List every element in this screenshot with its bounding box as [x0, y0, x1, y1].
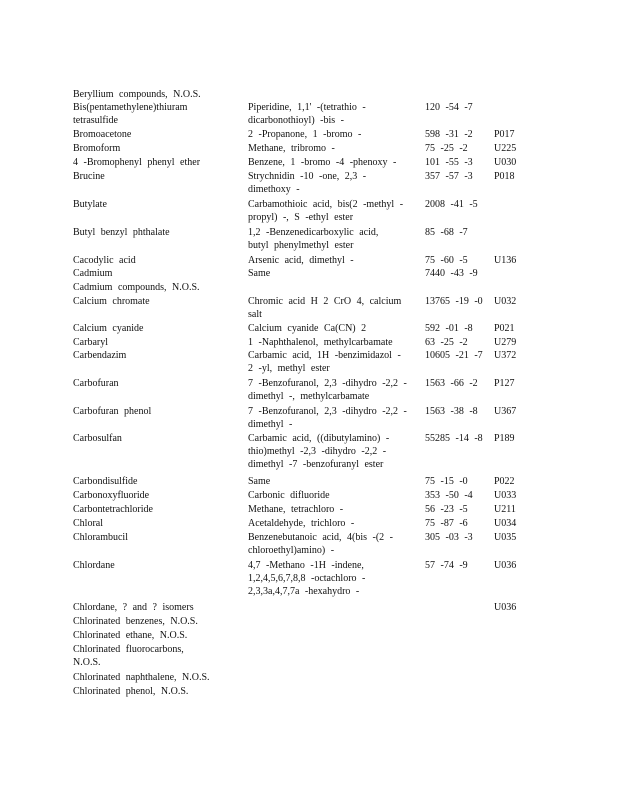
- waste-code: U032: [494, 296, 517, 307]
- substance-name-line: 4 -Bromophenyl phenyl ether: [73, 157, 201, 168]
- chemical-synonym: [248, 489, 418, 502]
- substance-name-line: Carbontetrachloride: [73, 504, 153, 515]
- cas-number: 357 -57 -3: [425, 171, 473, 182]
- cas-number: 7440 -43 -9: [425, 268, 478, 279]
- substance-name-line: Carbendazim: [73, 350, 127, 361]
- substance-name: [73, 281, 241, 294]
- chemical-synonym: [248, 377, 418, 403]
- substance-name-line: Bromoform: [73, 143, 121, 154]
- substance-name: [73, 170, 241, 183]
- chemical-synonym-line: Carbamic acid, 1H -benzimidazol -: [248, 350, 401, 361]
- substance-name-line: Carbonoxyfluoride: [73, 490, 150, 501]
- substance-name-line: Calcium cyanide: [73, 323, 144, 334]
- cas-number: 101 -55 -3: [425, 157, 473, 168]
- chemical-synonym: [248, 170, 418, 196]
- waste-code: U372: [494, 350, 517, 361]
- chemical-synonym-line: 1 -Naphthalenol, methylcarbamate: [248, 337, 393, 348]
- substance-name: [73, 254, 241, 267]
- substance-name-line: Carbosulfan: [73, 433, 122, 444]
- substance-name-line: Chlordane: [73, 560, 115, 571]
- waste-code: U211: [494, 504, 516, 515]
- substance-name: [73, 349, 241, 362]
- chemical-synonym-line: 7 -Benzofuranol, 2,3 -dihydro -2,2 -: [248, 406, 407, 417]
- substance-name: [73, 615, 241, 628]
- chemical-synonym: [248, 295, 418, 321]
- chemical-synonym-line: dimethyl -: [248, 419, 293, 430]
- substance-name: [73, 377, 241, 390]
- substance-name: [73, 128, 241, 141]
- cas-number: 120 -54 -7: [425, 102, 473, 113]
- waste-code: P022: [494, 476, 515, 487]
- chemical-synonym: [248, 128, 418, 141]
- cas-number: 75 -25 -2: [425, 143, 468, 154]
- chemical-synonym: [248, 517, 418, 530]
- substance-name-line: Chloral: [73, 518, 103, 529]
- substance-name: [73, 475, 241, 488]
- chemical-synonym: [248, 226, 418, 252]
- chemical-synonym: [248, 336, 418, 349]
- substance-name: [73, 503, 241, 516]
- substance-name: [73, 88, 241, 101]
- waste-code: U033: [494, 490, 517, 501]
- chemical-synonym-line: Methane, tribromo -: [248, 143, 335, 154]
- substance-name: [73, 295, 241, 308]
- substance-name-line: Chlorinated benzenes, N.O.S.: [73, 616, 198, 627]
- chemical-synonym-line: Strychnidin -10 -one, 2,3 -: [248, 171, 367, 182]
- substance-name: [73, 142, 241, 155]
- chemical-synonym: [248, 432, 418, 471]
- substance-name: [73, 198, 241, 211]
- cas-number: 592 -01 -8: [425, 323, 473, 334]
- waste-code: P021: [494, 323, 515, 334]
- substance-name: [73, 432, 241, 445]
- waste-code: U030: [494, 157, 517, 168]
- chemical-synonym-line: butyl phenylmethyl ester: [248, 240, 354, 251]
- waste-code: U036: [494, 602, 517, 613]
- substance-name-line: Chlorinated ethane, N.O.S.: [73, 630, 188, 641]
- chemical-synonym-line: dimethoxy -: [248, 184, 300, 195]
- substance-name: [73, 267, 241, 280]
- waste-code: P018: [494, 171, 515, 182]
- substance-name: [73, 156, 241, 169]
- substance-name-line: Chlorinated phenol, N.O.S.: [73, 686, 189, 697]
- substance-name: [73, 643, 241, 669]
- substance-name-line: Beryllium compounds, N.O.S.: [73, 89, 201, 100]
- cas-number: 13765 -19 -0: [425, 296, 483, 307]
- chemical-synonym-line: Arsenic acid, dimethyl -: [248, 255, 354, 266]
- chemical-synonym: [248, 322, 418, 335]
- substance-name-line: tetrasulfide: [73, 115, 118, 126]
- substance-name: [73, 336, 241, 349]
- chemical-synonym-line: Benzenebutanoic acid, 4(bis -(2 -: [248, 532, 394, 543]
- substance-name-line: Brucine: [73, 171, 105, 182]
- substance-name-line: Calcium chromate: [73, 296, 150, 307]
- chemical-synonym-line: Same: [248, 476, 271, 487]
- substance-name-line: Carbaryl: [73, 337, 108, 348]
- substance-name-line: Carbondisulfide: [73, 476, 138, 487]
- substance-name-line: Chlorambucil: [73, 532, 128, 543]
- chemical-synonym-line: Carbamic acid, ((dibutylamino) -: [248, 433, 390, 444]
- waste-code: P127: [494, 378, 515, 389]
- substance-name-line: Bis(pentamethylene)thiuram: [73, 102, 188, 113]
- chemical-synonym-line: 7 -Benzofuranol, 2,3 -dihydro -2,2 -: [248, 378, 407, 389]
- substance-name-line: Cadmium compounds, N.O.S.: [73, 282, 200, 293]
- substance-name: [73, 517, 241, 530]
- chemical-synonym-line: salt: [248, 309, 262, 320]
- chemical-synonym-line: dicarbonothioyl) -bis -: [248, 115, 344, 126]
- chemical-synonym-line: 2 -yl, methyl ester: [248, 363, 330, 374]
- cas-number: 305 -03 -3: [425, 532, 473, 543]
- chemical-synonym-line: thio)methyl -2,3 -dihydro -2,2 -: [248, 446, 387, 457]
- substance-name: [73, 629, 241, 642]
- waste-code: U035: [494, 532, 517, 543]
- cas-number: 63 -25 -2: [425, 337, 468, 348]
- chemical-synonym: [248, 475, 418, 488]
- waste-code: U034: [494, 518, 517, 529]
- chemical-synonym: [248, 254, 418, 267]
- substance-name: [73, 101, 241, 127]
- substance-name: [73, 531, 241, 544]
- cas-number: 1563 -66 -2: [425, 378, 478, 389]
- cas-number: 2008 -41 -5: [425, 199, 478, 210]
- substance-name: [73, 685, 241, 698]
- chemical-synonym-line: propyl) -, S -ethyl ester: [248, 212, 354, 223]
- waste-code: U136: [494, 255, 517, 266]
- cas-number: 75 -87 -6: [425, 518, 468, 529]
- substance-name-line: Butyl benzyl phthalate: [73, 227, 170, 238]
- chemical-synonym-line: dimethyl -, methylcarbamate: [248, 391, 370, 402]
- chemical-synonym-line: dimethyl -7 -benzofuranyl ester: [248, 459, 384, 470]
- substance-name-line: Chlorinated naphthalene, N.O.S.: [73, 672, 210, 683]
- chemical-synonym: [248, 156, 418, 169]
- cas-number: 353 -50 -4: [425, 490, 473, 501]
- waste-code: U225: [494, 143, 517, 154]
- substance-name-line: Butylate: [73, 199, 107, 210]
- substance-name: [73, 226, 241, 239]
- chemical-synonym: [248, 267, 418, 280]
- cas-number: 75 -60 -5: [425, 255, 468, 266]
- chemical-synonym-line: Piperidine, 1,1' -(tetrathio -: [248, 102, 366, 113]
- cas-number: 85 -68 -7: [425, 227, 468, 238]
- chemical-synonym: [248, 198, 418, 224]
- cas-number: 598 -31 -2: [425, 129, 473, 140]
- chemical-synonym: [248, 405, 418, 431]
- substance-name-line: Cacodylic acid: [73, 255, 136, 266]
- cas-number: 55285 -14 -8: [425, 433, 483, 444]
- chemical-synonym-line: chloroethyl)amino) -: [248, 545, 335, 556]
- chemical-synonym-line: 4,7 -Methano -1H -indene,: [248, 560, 364, 571]
- waste-code: U036: [494, 560, 517, 571]
- chemical-synonym-line: Acetaldehyde, trichloro -: [248, 518, 355, 529]
- substance-name: [73, 671, 241, 684]
- cas-number: 1563 -38 -8: [425, 406, 478, 417]
- chemical-synonym: [248, 142, 418, 155]
- cas-number: 57 -74 -9: [425, 560, 468, 571]
- chemical-synonym: [248, 531, 418, 557]
- chemical-synonym-line: Carbamothioic acid, bis(2 -methyl -: [248, 199, 404, 210]
- waste-code: U279: [494, 337, 517, 348]
- substance-name-line: Carbofuran phenol: [73, 406, 152, 417]
- substance-name: [73, 559, 241, 572]
- substance-name: [73, 601, 241, 614]
- cas-number: 10605 -21 -7: [425, 350, 483, 361]
- chemical-synonym: [248, 559, 418, 598]
- chemical-synonym-line: Methane, tetrachloro -: [248, 504, 344, 515]
- chemical-synonym: [248, 349, 418, 375]
- substance-name: [73, 405, 241, 418]
- chemical-synonym: [248, 101, 418, 127]
- waste-code: P189: [494, 433, 515, 444]
- waste-code: P017: [494, 129, 515, 140]
- chemical-synonym: [248, 503, 418, 516]
- chemical-synonym-line: Same: [248, 268, 271, 279]
- chemical-synonym-line: 1,2 -Benzenedicarboxylic acid,: [248, 227, 379, 238]
- cas-number: 75 -15 -0: [425, 476, 468, 487]
- chemical-synonym-line: Carbonic difluoride: [248, 490, 330, 501]
- substance-name-line: Carbofuran: [73, 378, 119, 389]
- substance-name-line: Chlordane, ? and ? isomers: [73, 602, 194, 613]
- chemical-synonym-line: 2 -Propanone, 1 -bromo -: [248, 129, 362, 140]
- cas-number: 56 -23 -5: [425, 504, 468, 515]
- chemical-synonym-line: Benzene, 1 -bromo -4 -phenoxy -: [248, 157, 397, 168]
- substance-name-line: Chlorinated fluorocarbons,: [73, 644, 184, 655]
- chemical-synonym-line: 2,3,3a,4,7,7a -hexahydro -: [248, 586, 360, 597]
- substance-name-line: N.O.S.: [73, 657, 101, 668]
- chemical-synonym-line: Calcium cyanide Ca(CN) 2: [248, 323, 367, 334]
- substance-name: [73, 489, 241, 502]
- substance-name-line: Bromoacetone: [73, 129, 132, 140]
- chemical-synonym-line: Chromic acid H 2 CrO 4, calcium: [248, 296, 402, 307]
- substance-name-line: Cadmium: [73, 268, 113, 279]
- waste-code: U367: [494, 406, 517, 417]
- chemical-synonym-line: 1,2,4,5,6,7,8,8 -octachloro -: [248, 573, 366, 584]
- substance-name: [73, 322, 241, 335]
